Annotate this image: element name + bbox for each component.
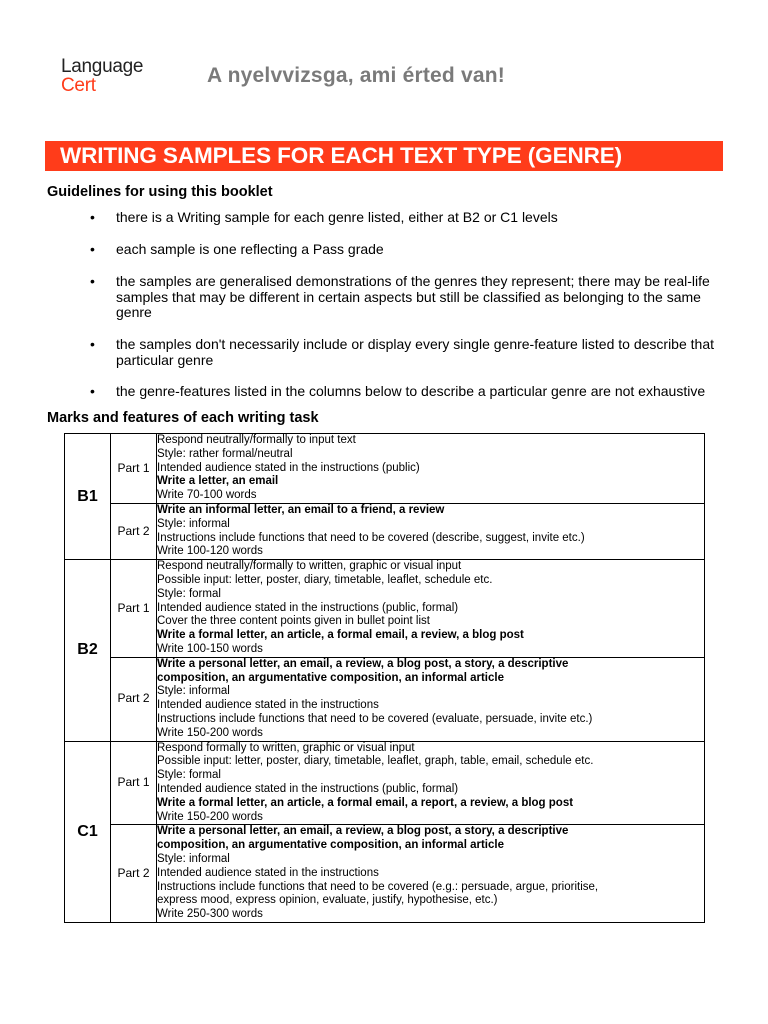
- page-title-banner: WRITING SAMPLES FOR EACH TEXT TYPE (GENRE): [45, 141, 723, 171]
- table-row: [65, 741, 705, 825]
- table-row: [65, 657, 705, 741]
- level-cell: C1: [65, 741, 111, 922]
- bullet-icon: •: [90, 209, 95, 225]
- logo-line-language: Language: [61, 56, 144, 77]
- table-row: [65, 560, 705, 658]
- guideline-item: • each sample is one reflecting a Pass grade: [90, 241, 384, 257]
- logo-line-cert: Cert: [61, 75, 96, 96]
- table-row: [65, 503, 705, 559]
- languagecert-logo: [61, 57, 143, 95]
- guideline-item: • there is a Writing sample for each genre listed, either at B2 or C1 levels: [90, 209, 558, 225]
- bullet-icon: •: [90, 336, 95, 352]
- guideline-item: • the samples are generalised demonstrations of the genres they represent; there may be real-life samples that may be different in certain aspects but still be classified as belonging to the same genre: [90, 273, 710, 320]
- level-cell: B1: [65, 434, 111, 560]
- guidelines-heading: Guidelines for using this booklet: [47, 184, 273, 200]
- bullet-icon: •: [90, 383, 95, 399]
- features-cell: Write a personal letter, an email, a review, a blog post, a story, a descriptive composition, an argumentative composition, an informal article Style: informal Intended audience stated in the instructions Instructions include functions that need to be covered (evaluate, persuade, invite etc.) Write 150-200 words: [157, 657, 705, 741]
- features-cell: Respond formally to written, graphic or visual input Possible input: letter, poster, diary, timetable, leaflet, graph, table, email, schedule etc. Style: formal Intended audience stated in the instructions (public, formal) Write a formal letter, an article, a formal email, a report, a review, a blog post Write 150-200 words: [157, 741, 705, 825]
- level-cell: B2: [65, 560, 111, 741]
- features-cell: Write a personal letter, an email, a review, a blog post, a story, a descriptive composition, an argumentative composition, an informal article Style: informal Intended audience stated in the instructions Instructions include functions that need to be covered (e.g.: persuade, argue, prioritise, express mood, express opinion, evaluate, justify, hypothesise, etc.) Write 250-300 words: [157, 825, 705, 923]
- part-cell: Part 2: [111, 657, 157, 741]
- part-cell: Part 1: [111, 560, 157, 658]
- bullet-icon: •: [90, 273, 95, 289]
- tagline: A nyelvvizsga, ami érted van!: [207, 64, 505, 87]
- features-cell: Respond neutrally/formally to input text Style: rather formal/neutral Intended audience stated in the instructions (public) Write a letter, an email Write 70-100 words: [157, 434, 705, 504]
- part-cell: Part 2: [111, 503, 157, 559]
- guideline-item: • the genre-features listed in the columns below to describe a particular genre are not exhaustive: [90, 383, 706, 399]
- writing-task-table: [64, 433, 705, 923]
- bullet-icon: •: [90, 241, 95, 257]
- part-cell: Part 1: [111, 741, 157, 825]
- guideline-item: • the samples don't necessarily include or display every single genre-feature listed to describe that particular genre: [90, 336, 714, 368]
- table-row: [65, 825, 705, 923]
- marks-heading: Marks and features of each writing task: [47, 410, 319, 426]
- features-cell: Write an informal letter, an email to a friend, a review Style: informal Instructions include functions that need to be covered (describe, suggest, invite etc.) Write 100-120 words: [157, 503, 705, 559]
- part-cell: Part 1: [111, 434, 157, 504]
- part-cell: Part 2: [111, 825, 157, 923]
- features-cell: Respond neutrally/formally to written, graphic or visual input Possible input: letter, poster, diary, timetable, leaflet, schedule etc. Style: formal Intended audience stated in the instructions (public, formal) Cover the three content points given in bullet point list Write a formal letter, an article, a formal email, a review, a blog post Write 100-150 words: [157, 560, 705, 658]
- table-row: [65, 434, 705, 504]
